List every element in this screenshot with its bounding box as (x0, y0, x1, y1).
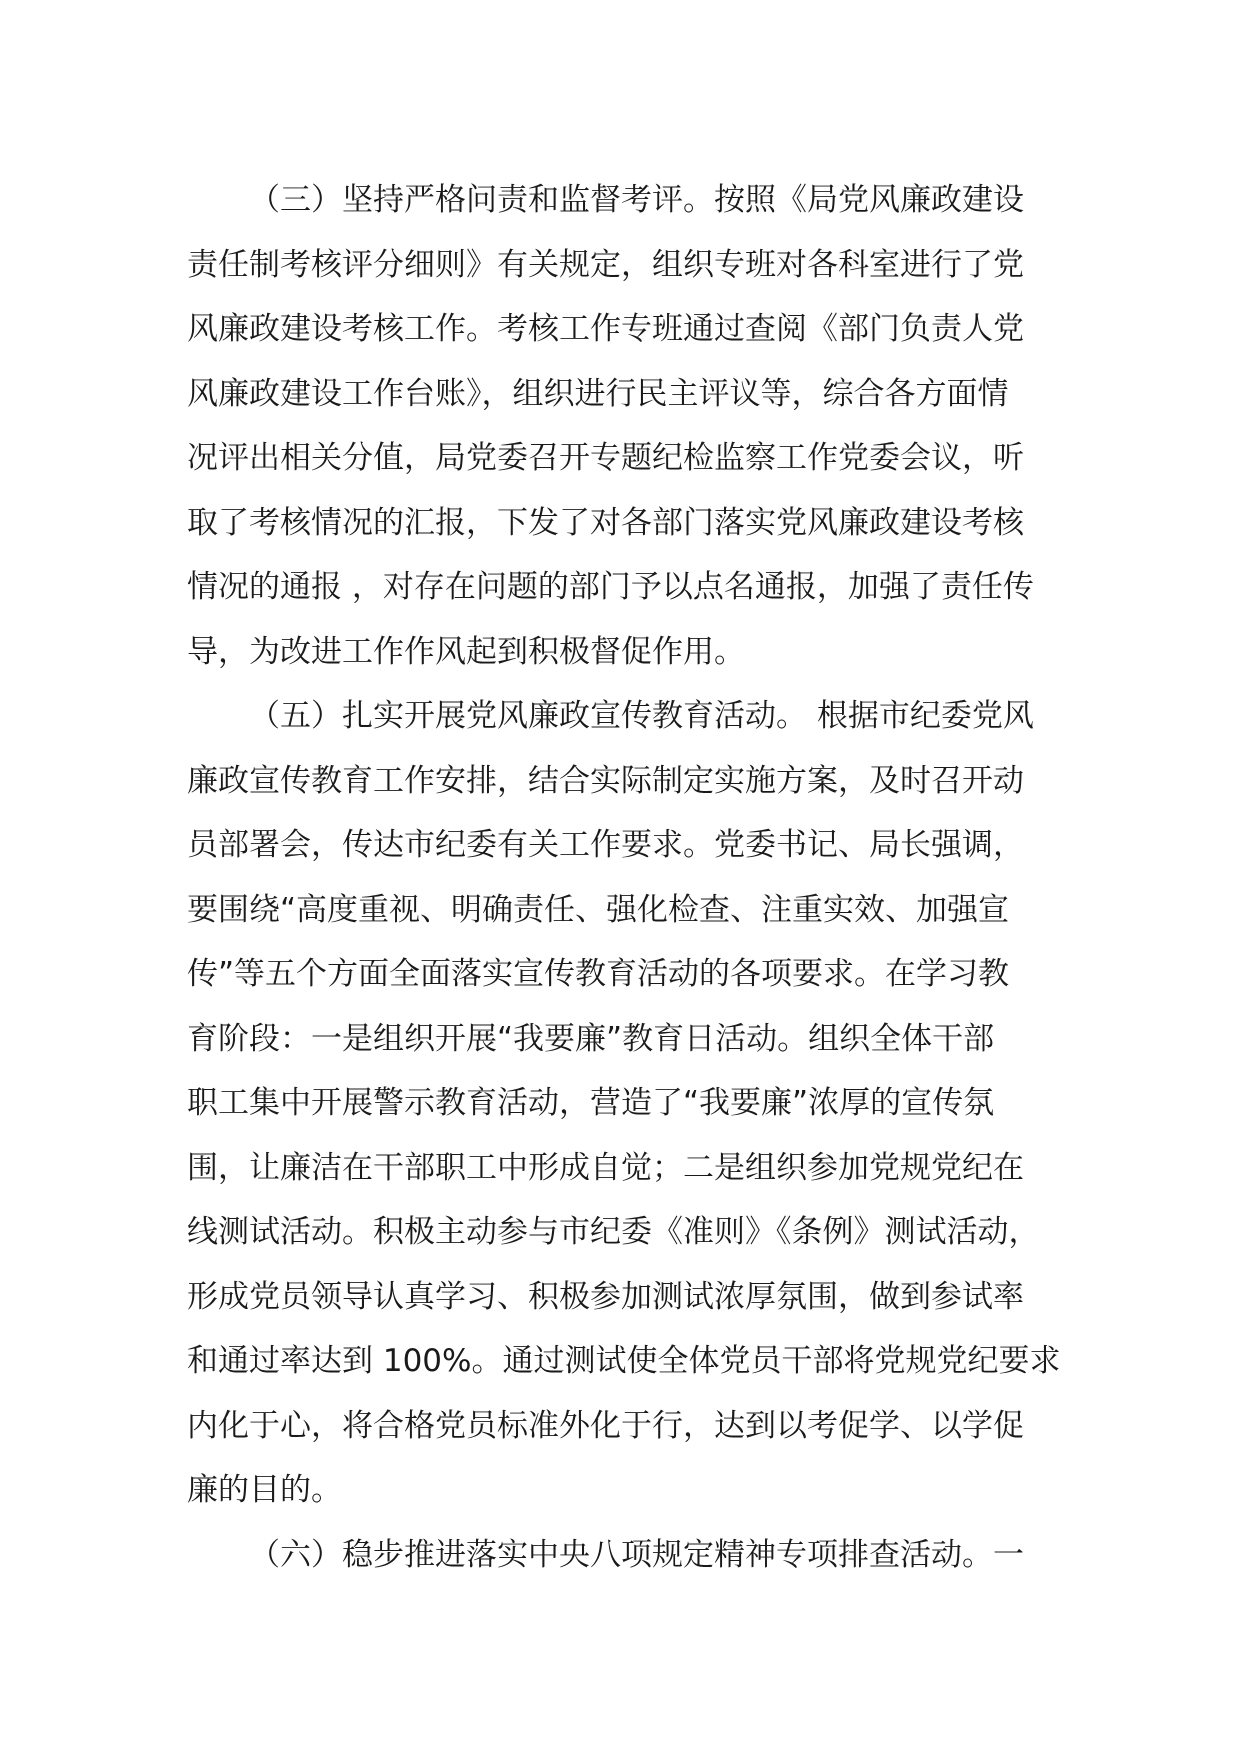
text-line: 职工集中开展警示教育活动，营造了“我要廉”浓厚的宣传氛 (187, 1085, 995, 1121)
text-line: 育阶段：一是组织开展“我要廉”教育日活动。组织全体干部 (187, 1020, 995, 1057)
paragraph-section-5 (187, 684, 1061, 1523)
text-line: （六）稳步推进落实中央八项规定精神专项排查活动。一 (249, 1536, 1024, 1573)
text-line: 况评出相关分值，局党委召开专题纪检监察工作党委会议，听 (187, 440, 1024, 476)
text-line: 导，为改进工作作风起到积极督促作用。 (187, 633, 745, 670)
text-line: 取了考核情况的汇报，下发了对各部门落实党风廉政建设考核 (187, 504, 1024, 541)
text-line: 形成党员领导认真学习、积极参加测试浓厚氛围，做到参试率 (187, 1278, 1024, 1315)
text-line: （三）坚持严格问责和监督考评。按照《局党风廉政建设 (249, 182, 1024, 218)
text-line: 传”等五个方面全面落实宣传教育活动的各项要求。在学习教 (187, 956, 1010, 992)
text-line: 线测试活动。积极主动参与市纪委《准则》《条例》测试活动， (187, 1214, 1040, 1250)
text-line: 廉的目的。 (187, 1472, 342, 1508)
text-line: 围，让廉洁在干部职工中形成自觉；二是组织参加党规党纪在 (187, 1149, 1024, 1186)
document-body (187, 168, 1061, 1587)
text-line: 内化于心，将合格党员标准外化于行，达到以考促学、以学促 (187, 1407, 1024, 1444)
text-line: 员部署会，传达市纪委有关工作要求。党委书记、局长强调， (187, 827, 1024, 863)
paragraph-section-6 (187, 1523, 1057, 1588)
text-line: 情况的通报 ，对存在问题的部门予以点名通报，加强了责任传 (187, 569, 1034, 605)
text-line: 风廉政建设工作台账》，组织进行民主评议等，综合各方面情 (187, 375, 1009, 412)
text-line: （五）扎实开展党风廉政宣传教育活动。 根据市纪委党风 (249, 698, 1034, 734)
text-line: 风廉政建设考核工作。考核工作专班通过查阅《部门负责人党 (187, 311, 1024, 347)
paragraph-section-3 (187, 168, 1057, 684)
text-line: 要围绕“高度重视、明确责任、强化检查、注重实效、加强宣 (187, 891, 1010, 928)
text-line: 责任制考核评分细则》有关规定，组织专班对各科室进行了党 (187, 246, 1024, 283)
text-line: 廉政宣传教育工作安排，结合实际制定实施方案，及时召开动 (187, 762, 1024, 799)
text-line: 和通过率达到 100%。通过测试使全体党员干部将党规党纪要求 (187, 1343, 1061, 1379)
